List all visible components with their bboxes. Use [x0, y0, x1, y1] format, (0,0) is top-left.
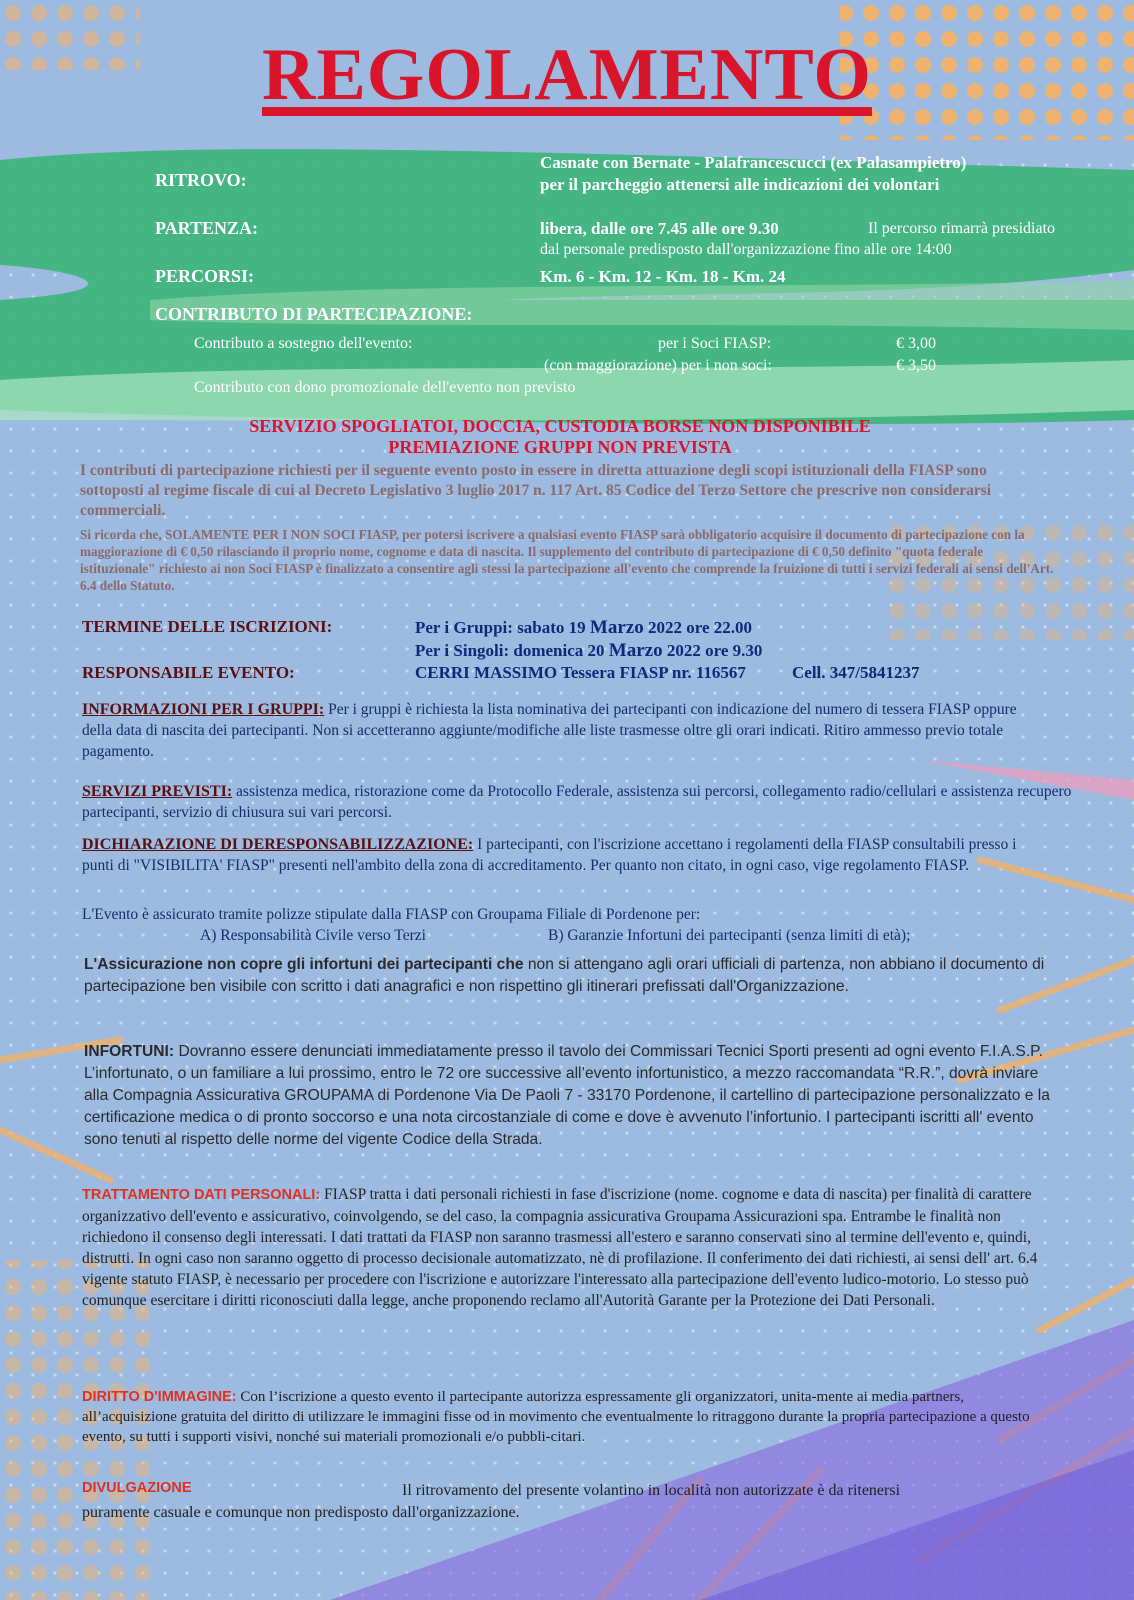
servizi-text: assistenza medica, ristorazione come da Protocollo Federale, assistenza sui percorsi, collegamento radio/cellulari e assistenza recupero partecipanti, servizio di chiusura sui vari percorsi. — [82, 783, 1072, 821]
dichiarazione-text: I partecipanti, con l'iscrizione accettano i regolamenti della FIASP consultabili presso i punti di "VISIBILITA' FIASP" presenti nell'ambito della zona di accreditamento. Per quanto non citato, in ogni caso, vige regolamento FIASP. — [82, 836, 1017, 874]
divulgazione-text: Il ritrovamento del presente volantino in località non autorizzate è da ritenersi — [402, 1482, 901, 1499]
contributo-soci: per i Soci FIASP: — [658, 335, 772, 352]
contributo-soci-price: € 3,00 — [896, 335, 936, 352]
partenza-note: Il percorso rimarrà presidiato — [868, 220, 1056, 237]
partenza-note-2: dal personale predisposto dall'organizzazione fino alle ore 14:00 — [540, 241, 952, 258]
contributo-nonsoci: (con maggiorazione) per i non soci: — [544, 357, 772, 374]
info-gruppi — [82, 699, 1032, 762]
info-gruppi-text: Per i gruppi è richiesta la lista nominativa dei partecipanti con indicazione del numero di tessera FIASP oppure della data di nascita dei partecipanti. Non si accetteranno aggiunte/modifiche alle liste trasmesse oltre gli orari indicati. Ritiro ammesso previo totale pagamento. — [82, 701, 1017, 760]
diritto-immagine — [82, 1387, 1057, 1447]
responsabile-name: CERRI MASSIMO Tessera FIASP nr. 116567 — [415, 663, 746, 682]
assicurazione — [84, 954, 1054, 998]
assicurazione-text: non si attengano agli orari ufficiali di partenza, non abbiano il documento di partecipazione ben visibile con scritto i dati anagrafici e non rispettino gli itinerari prefissati dall'Organizzazione. — [84, 956, 1045, 995]
contributo-nonsoci-price: € 3,50 — [896, 357, 936, 374]
percorsi-label: PERCORSI: — [155, 266, 255, 286]
responsabile-label: RESPONSABILE EVENTO: — [82, 663, 295, 682]
dichiarazione-label: DICHIARAZIONE DI DERESPONSABILIZZAZIONE: — [82, 836, 474, 853]
garanzia-b: B) Garanzie Infortuni dei partecipanti (senza limiti di età); — [548, 927, 911, 944]
percorsi-distances: Km. 6 - Km. 12 - Km. 18 - Km. 24 — [540, 267, 786, 286]
termine-singoli-label: Per i Singoli: — [415, 641, 510, 660]
notice-spogliatoi: SERVIZIO SPOGLIATOI, DOCCIA, CUSTODIA BORSE NON DISPONIBILE — [249, 416, 871, 436]
immagine-text: Con l’iscrizione a questo evento il partecipante autorizza espressamente gli organizzatori, unita-mente ai media partners, all’acquisizione gratuita del diritto di utilizzare le immagini fisse od in movimento che eventualmente lo ritraggono durante la propria partecipazione a questo evento, su tutti i supporti visivi, nonché sui materiali promozionali e/o pubbli-citari. — [82, 1389, 1030, 1445]
notice-premiazione: PREMIAZIONE GRUPPI NON PREVISTA — [388, 437, 732, 457]
termine-gruppi-date: sabato 19 — [517, 618, 586, 637]
assicurazione-bold: L'Assicurazione non copre gli infortuni dei partecipanti che — [84, 956, 524, 973]
termine-gruppi-label: Per i Gruppi: — [415, 618, 513, 637]
page-title: REGOLAMENTO — [262, 34, 872, 116]
termine-singoli-year: 2022 ore 9.30 — [666, 641, 763, 660]
contributo-label: CONTRIBUTO DI PARTECIPAZIONE: — [155, 304, 473, 324]
nonsoci-note: Si ricorda che, SOLAMENTE PER I NON SOCI FIASP, per potersi iscrivere a qualsiasi evento FIASP sarà obbligatorio acquisire il documento di partecipazione con la maggiorazione di € 0,50 rilasciando il proprio nome, cognome e data di nascita. Il supplemento del contributo di partecipazione di € 0,50 definito "quota federale istituzionale" richiesto ai non Soci FIASP è finalizzato a consentire agli stessi la partecipazione all'evento che comprende la fruizione di tutti i servizi federali ai sensi dell'Art. 6.4 dello Statuto. — [80, 527, 1054, 593]
termine-gruppi — [415, 617, 752, 639]
termine-singoli-date: domenica 20 — [513, 641, 605, 660]
partenza-label: PARTENZA: — [155, 218, 259, 238]
servizi — [82, 781, 1122, 823]
garanzia-a: A) Responsabilità Civile verso Terzi — [200, 927, 426, 944]
fiscal-text: I contributi di partecipazione richiesti per il seguente evento posto in essere in diretta attuazione degli scopi istituzionali della FIASP sono sottoposti al regime fiscale di cui al Decreto Legislativo 3 luglio 2017 n. 117 Art. 85 Codice del Terzo Settore che prescrive non considerarsi commerciali. — [80, 462, 992, 519]
termine-gruppi-month: Marzo — [589, 617, 644, 638]
partenza-time: libera, dalle ore 7.45 alle ore 9.30 — [540, 219, 779, 238]
servizi-label: SERVIZI PREVISTI: — [82, 783, 233, 800]
infortuni-text: Dovranno essere denunciati immediatamente presso il tavolo dei Commissari Tecnici Sporti presenti ad ogni evento F.I.A.S.P. L’infortunato, o un familiare a lui prossimo, entro le 72 ore successive all’evento infortunistico, a mezzo raccomandata “R.R.”, dovrà inviare alla Compagnia Assicurativa GROUPAMA di Pordenone Via De Paoli 7 - 33170 Pordenone, il cartellino di partecipazione personalizzato e la certificazione medica o di pronto soccorso e una nota circostanziale di come e dove è avvenuto l’infortunio. I partecipanti iscritti all' evento sono tenuti al rispetto delle norme del vigente Codice della Strada. — [84, 1043, 1050, 1148]
ritrovo-label: RITROVO: — [155, 170, 247, 190]
info-gruppi-label: INFORMAZIONI PER I GRUPPI: — [82, 701, 325, 718]
contributo-dono: Contributo con dono promozionale dell'evento non previsto — [194, 379, 576, 396]
trattamento-label: TRATTAMENTO DATI PERSONALI: — [82, 1187, 321, 1203]
dichiarazione — [82, 834, 1042, 876]
trattamento-text: FIASP tratta i dati personali richiesti in fase d'iscrizione (nome. cognome e data di nascita) per finalità di carattere organizzativo dell'evento e assicurativo, coinvolgendo, se del caso, la compagnia assicurativa Groupama Assicurazioni spa. Entrambe le finalità non richiedono il consenso degli interessati. I dati trattati da FIASP non saranno trasmessi all'estero e saranno conservati sino al termine dell'evento e, quindi, distrutti. In ogni caso non saranno oggetto di processo decisionale automatizzato, nè di profilazione. Il conferimento dei dati richiesti, ai sensi dell' art. 6.4 vigente statuto FIASP, è necessario per procedere con l'iscrizione e autorizzare l'interessato alla partecipazione dell'evento ludico-motorio. Lo stesso può comunque esercitare i diritti riconosciuti dalla legge, anche proponendo reclamo all'Autorità Garante per la Protezione dei Dati Personali. — [82, 1186, 1038, 1309]
termine-singoli-month: Marzo — [608, 640, 663, 661]
divulgazione-text-2: puramente casuale e comunque non predisposto dall'organizzazione. — [82, 1504, 520, 1521]
ritrovo-parking: per il parcheggio attenersi alle indicazioni dei volontari — [540, 175, 940, 194]
ritrovo-location: Casnate con Bernate - Palafrancescucci (ex Palasampietro) — [540, 153, 967, 172]
contributo-sostegno: Contributo a sostegno dell'evento: — [194, 335, 413, 352]
assicurato-text: L'Evento è assicurato tramite polizze stipulate dalla FIASP con Groupama Filiale di Pordenone per: — [82, 906, 701, 923]
trattamento — [82, 1184, 1062, 1311]
termine-singoli — [415, 640, 762, 662]
termine-label: TERMINE DELLE ISCRIZIONI: — [82, 617, 333, 636]
responsabile-cell: Cell. 347/5841237 — [792, 663, 920, 682]
divulgazione-label: DIVULGAZIONE — [82, 1480, 192, 1496]
termine-gruppi-year: 2022 ore 22.00 — [647, 618, 753, 637]
infortuni — [84, 1041, 1064, 1151]
infortuni-label: INFORTUNI: — [84, 1043, 175, 1060]
immagine-label: DIRITTO D'IMMAGINE: — [82, 1389, 237, 1405]
